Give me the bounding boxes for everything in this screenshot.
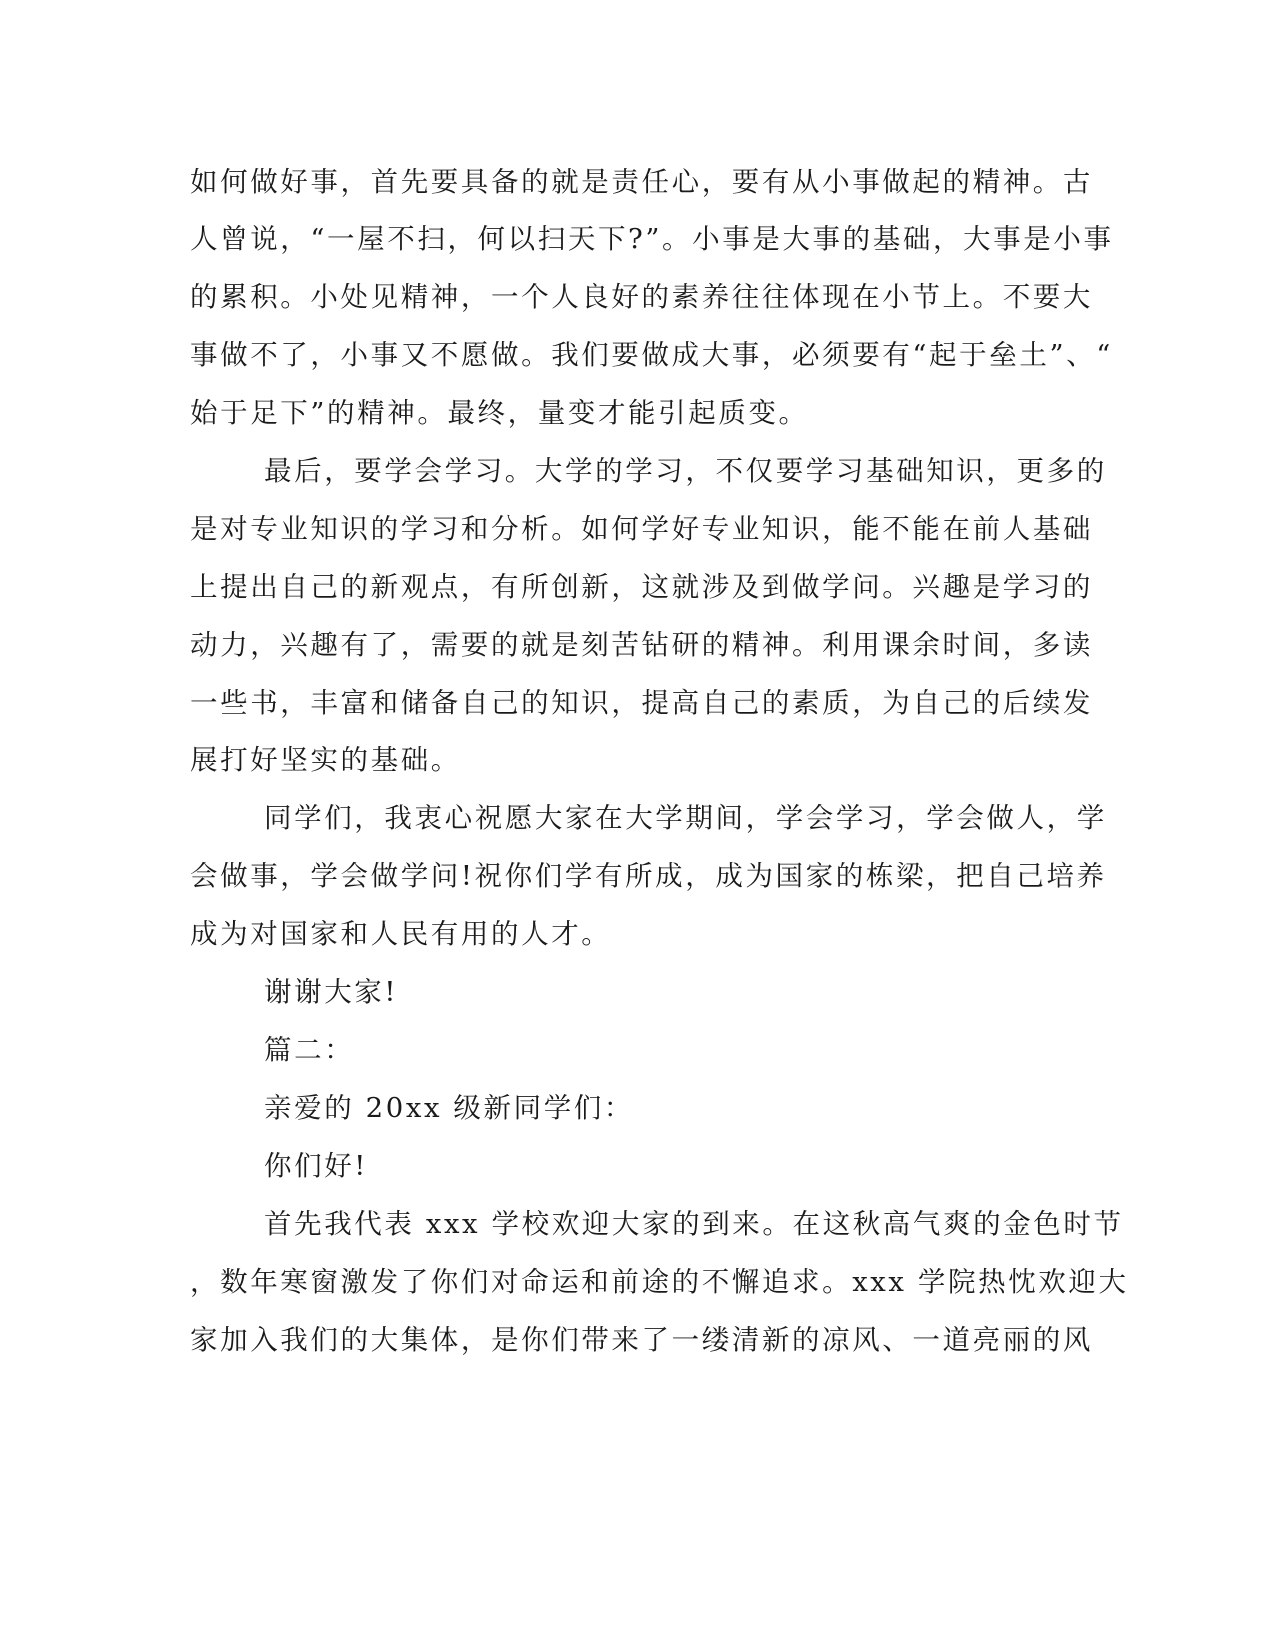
text-line: 动力，兴趣有了，需要的就是刻苦钻研的精神。利用课余时间，多读 <box>190 629 1093 661</box>
text-line: 成为对国家和人民有用的人才。 <box>190 918 612 950</box>
text-line: 人曾说，“一屋不扫，何以扫天下?”。小事是大事的基础，大事是小事 <box>190 223 1114 255</box>
paragraph-first-line: 同学们，我衷心祝愿大家在大学期间，学会学习，学会做人，学 <box>264 802 1107 834</box>
text-line: 会做事，学会做学问!祝你们学有所成，成为国家的栋梁，把自己培养 <box>190 860 1107 892</box>
text-line: 事做不了，小事又不愿做。我们要做成大事，必须要有“起于垒土”、“ <box>190 339 1113 371</box>
closing-thanks: 谢谢大家! <box>264 976 399 1008</box>
text-line: 展打好坚实的基础。 <box>190 744 461 776</box>
paragraph-first-line: 首先我代表 xxx 学校欢迎大家的到来。在这秋高气爽的金色时节 <box>264 1208 1124 1240</box>
text-line: 的累积。小处见精神，一个人良好的素养往往体现在小节上。不要大 <box>190 281 1093 313</box>
text-line: 如何做好事，首先要具备的就是责任心，要有从小事做起的精神。古 <box>190 166 1093 198</box>
greeting: 你们好! <box>264 1150 368 1182</box>
text-line: 是对专业知识的学习和分析。如何学好专业知识，能不能在前人基础 <box>190 513 1093 545</box>
salutation: 亲爱的 20xx 级新同学们： <box>264 1092 634 1124</box>
text-line: 家加入我们的大集体，是你们带来了一缕清新的凉风、一道亮丽的风 <box>190 1324 1093 1356</box>
text-line: 上提出自己的新观点，有所创新，这就涉及到做学问。兴趣是学习的 <box>190 571 1093 603</box>
paragraph-first-line: 最后，要学会学习。大学的学习，不仅要学习基础知识，更多的 <box>264 455 1107 487</box>
text-line: 一些书，丰富和储备自己的知识，提高自己的素质，为自己的后续发 <box>190 687 1093 719</box>
section-heading: 篇二： <box>264 1034 355 1066</box>
text-line: ，数年寒窗激发了你们对命运和前途的不懈追求。xxx 学院热忱欢迎大 <box>190 1266 1129 1298</box>
text-line: 始于足下”的精神。最终，量变才能引起质变。 <box>190 397 809 429</box>
